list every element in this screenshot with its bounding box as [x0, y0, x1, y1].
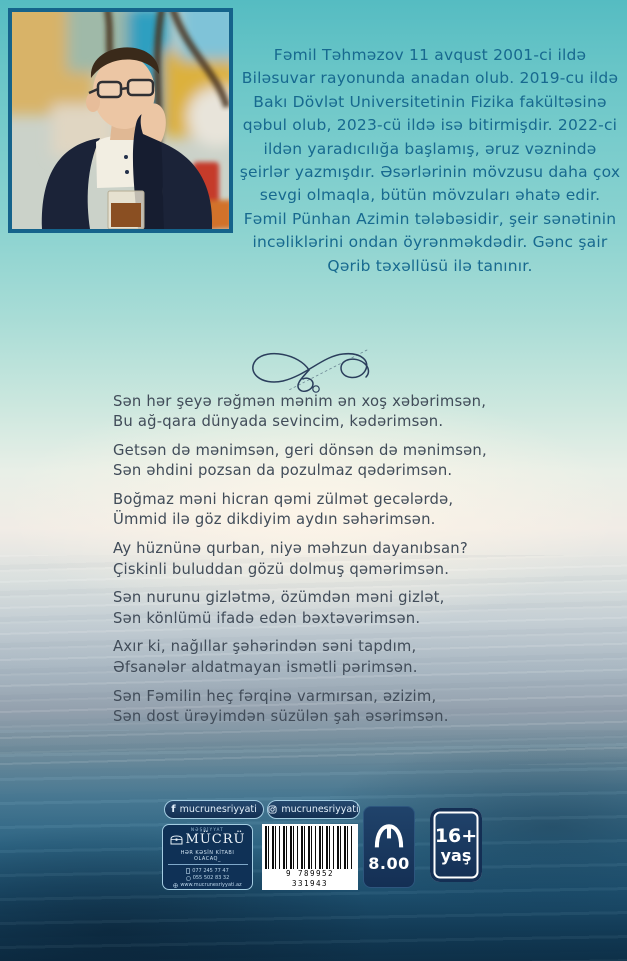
author-bio: Fəmil Təhməzov 11 avqust 2001-ci ildə Biləsuvar rayonunda anadan olub. 2019-cu ildə Bakı Dövlət Universitetinin Fizika fakültəsinə qəbul olub, 2023-cü ildə isə bitirmişdir. 2022-ci ildən yaradıcılığa başlamış, əruz vəznində şeirlər yazmışdır. Əsərlərinin mövzusu daha çox sevgi olmaqla, bütün mövzuları əhatə edir. Fəmil Pünhan Azimin tələbəsidir, şeir sənətinin incəliklərini ondan öyrənməkdədir. Gənc şair Qərib təxəllüsü ilə tanınır.	[239, 46, 621, 275]
poem-stanza	[113, 392, 583, 433]
poem-line: Getsən də mənimsən, geri dönsən də mənimsən,	[113, 442, 487, 460]
phone-number: 055 502 83 32	[192, 875, 230, 881]
poem-stanza	[113, 637, 583, 678]
flourish-divider-icon	[243, 344, 381, 396]
facebook-handle: mucrunesriyyati	[179, 804, 257, 815]
publisher-logo	[170, 833, 246, 847]
age-rating-label: yaş	[440, 845, 472, 865]
publisher-label-top: NƏŞRİYYAT	[191, 827, 224, 832]
poem-line: Bu ağ-qara dünyada sevincim, kədərimsən.	[113, 413, 444, 431]
age-rating-badge	[430, 808, 482, 882]
poem-line: Sən nurunu gizlətmə, özümdən məni gizlət,	[113, 589, 445, 607]
poem-line: Sən Fəmilin heç fərqinə varmırsan, əzizim,	[113, 687, 437, 705]
price-badge	[363, 806, 415, 888]
author-photo-illustration	[12, 12, 229, 229]
poem	[113, 392, 583, 736]
barcode-bars	[265, 826, 355, 869]
facebook-badge	[164, 800, 264, 819]
chest-icon	[170, 835, 183, 845]
globe-icon	[173, 883, 178, 888]
poem-line: Sən könlümü ifadə edən bəxtəvərimsən.	[113, 609, 421, 627]
poem-line: Sən dost ürəyimdən süzülən şah əsərimsən.	[113, 707, 449, 725]
poem-stanza	[113, 687, 583, 728]
poem-line: Əfsanələr aldatmayan ismətli pərimsən.	[113, 658, 418, 676]
price-amount: 8.00	[368, 853, 410, 873]
poem-line: Çiskinli buluddan gözü dolmuş qəmərimsən.	[113, 560, 450, 578]
facebook-icon: f	[171, 804, 176, 815]
poem-stanza	[113, 588, 583, 629]
barcode-digits: 9 789952 331943	[265, 869, 355, 889]
website-row	[173, 882, 241, 888]
poem-stanza	[113, 539, 583, 580]
manat-icon	[372, 822, 406, 850]
instagram-badge	[267, 800, 360, 819]
phone-row	[186, 868, 229, 874]
publisher-tagline: HƏR KƏSİN KİTABI OLACAQ_	[168, 850, 248, 865]
poem-line: Ay hüznünə qurban, niyə məhzun dayanıbsan?	[113, 540, 468, 558]
publisher-contacts	[173, 868, 241, 888]
publisher-card	[162, 824, 253, 890]
phone-number: 077 245 77 47	[192, 868, 229, 874]
poem-line: Ümmid ilə göz dikdiyim aydın səhərimsən.	[113, 511, 436, 529]
poem-line: Boğmaz məni hicran qəmi zülmət gecələrdə,	[113, 491, 454, 509]
whatsapp-row	[186, 875, 230, 881]
poem-line: Sən əhdini pozsan da pozulmaz qədərimsən.	[113, 462, 453, 480]
phone-icon	[186, 868, 190, 874]
poem-line: Axır ki, nağıllar şəhərindən səni tapdım,	[113, 638, 417, 656]
instagram-icon	[268, 805, 277, 814]
publisher-name: MÜCRÜ	[185, 832, 246, 847]
website-url: www.mucrunesriyyati.az	[180, 882, 242, 888]
age-rating-value: 16+	[434, 824, 478, 847]
poem-line: Sən hər şeyə rəğmən mənim ən xoş xəbərimsən,	[113, 393, 487, 410]
whatsapp-icon	[186, 876, 191, 881]
isbn-barcode	[262, 824, 358, 890]
instagram-handle: mucrunesriyyati	[281, 804, 359, 815]
poem-stanza	[113, 441, 583, 482]
author-photo	[8, 8, 233, 233]
poem-stanza	[113, 490, 583, 531]
